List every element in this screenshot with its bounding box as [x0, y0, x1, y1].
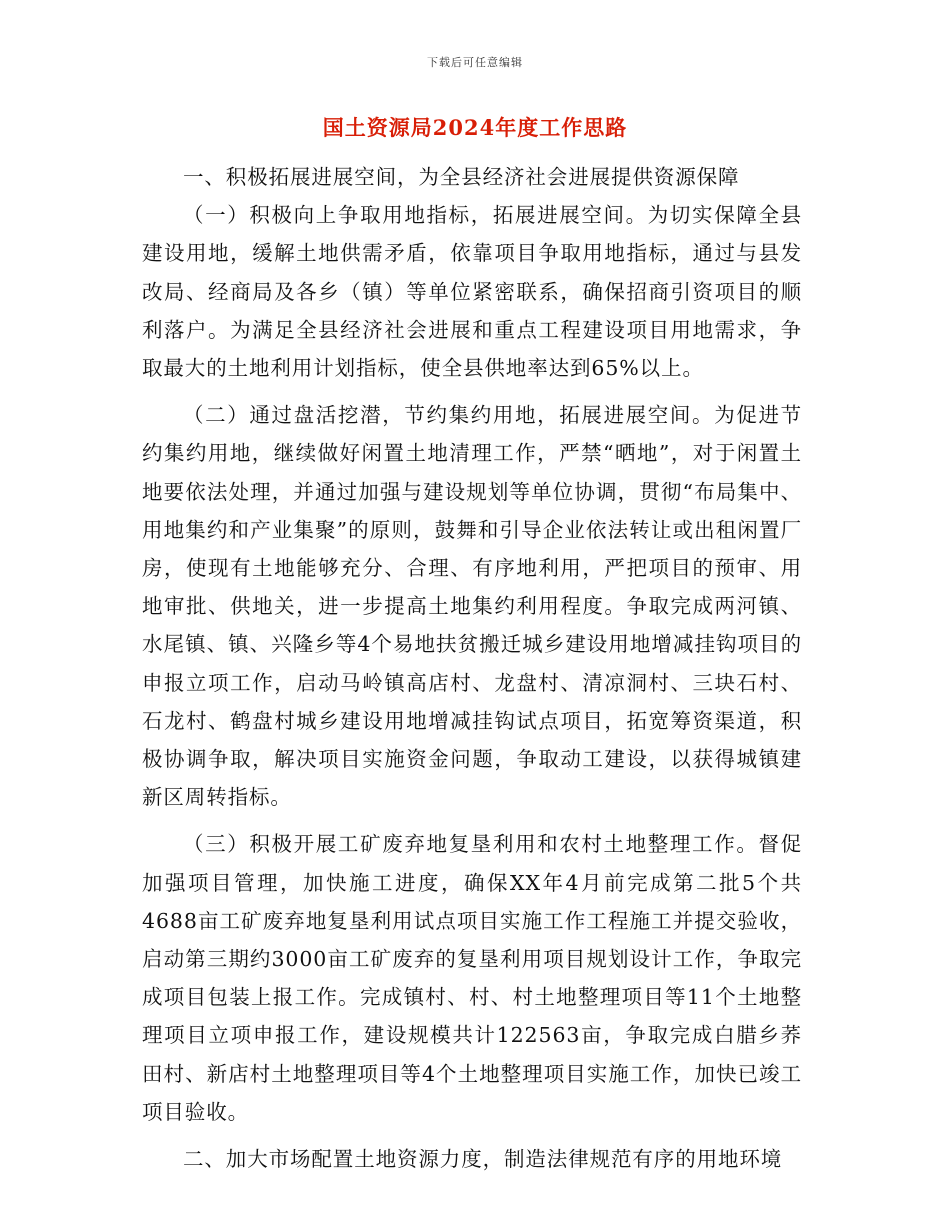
- paragraph-1: （一）积极向上争取用地指标，拓展进展空间。为切实保障全县建设用地，缓解土地供需矛盾，依靠项目争取用地指标，通过与县发改局、经商局及各乡（镇）等单位紧密联系，确保招商引资项目的顺利落户。为满足全县经济社会进展和重点工程建设项目用地需求，争取最大的土地利用计划指标，使全县供地率达到65%以上。: [142, 203, 802, 381]
- document-body: [142, 158, 802, 1178]
- header-note: 下载后可任意编辑: [427, 56, 523, 69]
- page-title: 国土资源局2024年度工作思路: [322, 115, 628, 140]
- section-heading-2: 二、加大市场配置土地资源力度，制造法律规范有序的用地环境: [183, 1147, 783, 1172]
- paragraph-3: （三）积极开展工矿废弃地复垦利用和农村土地整理工作。督促加强项目管理，加快施工进度，确保XX年4月前完成第二批5个共4688亩工矿废弃地复垦利用试点项目实施工作工程施工并提交验收，启动第三期约3000亩工矿废弃的复垦利用项目规划设计工作，争取完成项目包装上报工作。完成镇村、村、村土地整理项目等11个土地整理项目立项申报工作，建设规模共计122563亩，争取完成白腊乡荞田村、新店村土地整理项目等4个土地整理项目实施工作，加快已竣工项目验收。: [142, 832, 802, 1124]
- section-heading-1: 一、积极拓展进展空间，为全县经济社会进展提供资源保障: [183, 165, 740, 189]
- paragraph-2: （二）通过盘活挖潜，节约集约用地，拓展进展空间。为促进节约集约用地，继续做好闲置土地清理工作，严禁“晒地”，对于闲置土地要依法处理，并通过加强与建设规划等单位协调，贯彻“布局集中、用地集约和产业集聚”的原则，鼓舞和引导企业依法转让或出租闲置厂房，使现有土地能够充分、合理、有序地利用，严把项目的预审、用地审批、供地关，进一步提高土地集约利用程度。争取完成两河镇、水尾镇、镇、兴隆乡等4个易地扶贫搬迁城乡建设用地增减挂钩项目的申报立项工作，启动马岭镇高店村、龙盘村、清凉洞村、三块石村、石龙村、鹤盘村城乡建设用地增减挂钩试点项目，拓宽筹资渠道，积极协调争取，解决项目实施资金问题，争取动工建设，以获得城镇建新区周转指标。: [142, 403, 802, 810]
